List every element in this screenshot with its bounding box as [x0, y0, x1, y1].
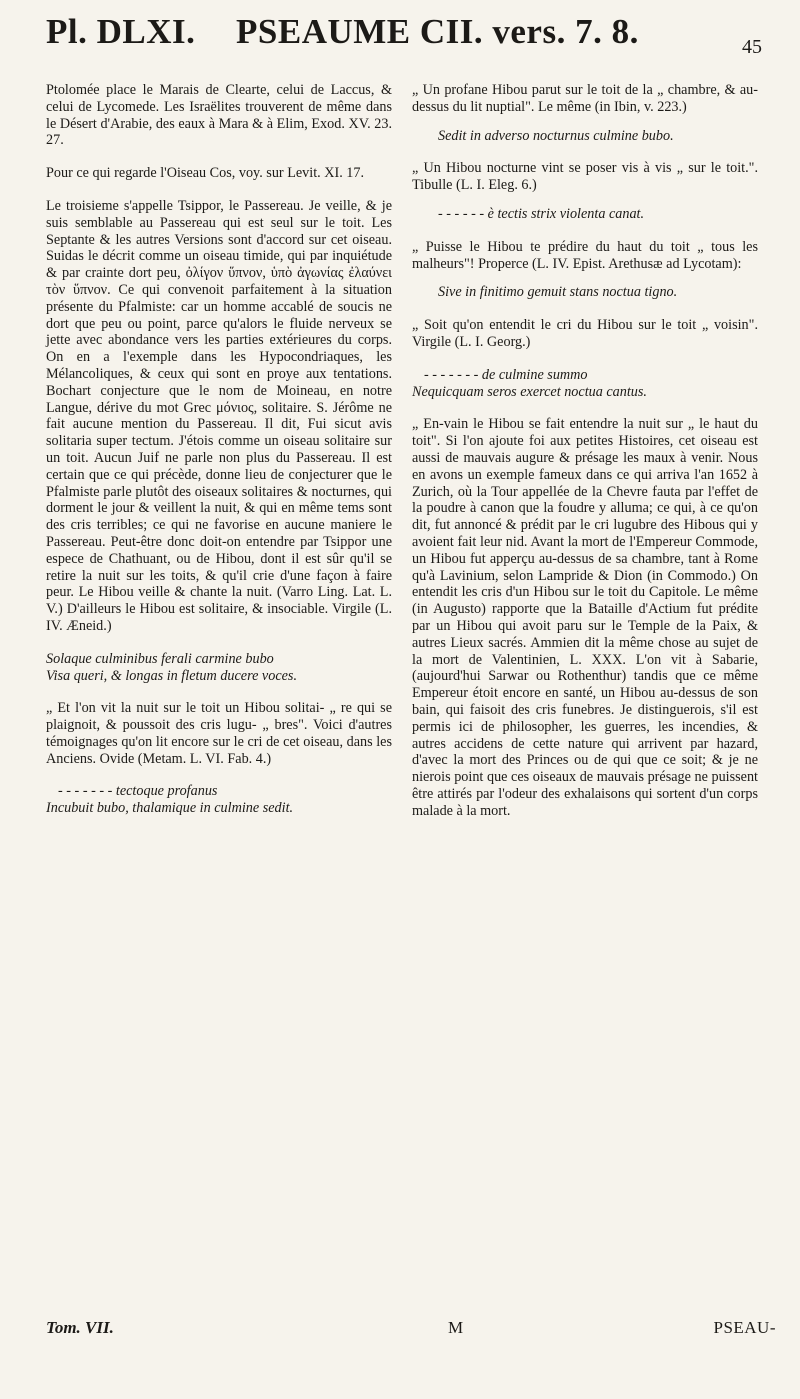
page-footer	[46, 1318, 776, 1348]
running-title: PSEAUME CII. vers. 7. 8.	[236, 12, 639, 51]
catchword: PSEAU-	[713, 1318, 776, 1337]
paragraph: „ En-vain le Hibou se fait entendre la nuit sur „ le haut du toit". Si l'on ajoute foi aux petites Histoires, cet oiseau est aussi de mauvais augure & présage les maux à venir. Nous en avons un exemple fameux dans ce qui arriva l'an 1652 à Zurich, où la Tour appellée de la Chevre fauta par l'effet de la poudre à canon que la foudre y alluma; ce qui, à ce qu'on dit, fut annoncé & prédit par le cri lugubre des Hibous qui y avoient fait leur nid. Avant la mort de l'Empereur Commode, un Hibou fut apperçu au-dessus de sa chambre, tant à Rome qu'à Lavinium, selon Lampride & Dion (in Commodo.) On entendit les cris d'un Hibou sur le toit du Capitole. Le même (in Augusto) rapporte que la Bataille d'Actium fut prédite par un Hibou qui avoit paru sur le Temple de la Paix, & autres Lieux sacrés. Ammien dit la même chose au sujet de la mort de Valentinien, L. XXX. L'on vit à Sabarie, (aujourd'hui Sarwar ou Rothenthur) tandis que ce même Empereur étoit encore en santé, un Hibou au-dessus de son bain, qui faisoit des cris funebres. Je distinguerois, s'il est permis ici de philosopher, les guerres, les incendies, & autres accidens de cette nature qui arrivent par hazard, d'avec la mort des Princes ou de qui que ce soit; & je ne nierois point que ces oiseaux de mauvais présage ne puissent être attirés par l'odeur des exhalaisons qui sortent d'un corps malade à la mort.	[412, 416, 758, 819]
page-number: 45	[742, 36, 762, 58]
right-column	[412, 82, 758, 819]
latin-verse: Nequicquam seros exercet noctua cantus.	[412, 383, 647, 400]
left-column	[46, 82, 392, 817]
page-header	[46, 6, 766, 66]
translation-paragraph: „ Un Hibou nocturne vint se poser vis à vis „ sur le toit.". Tibulle (L. I. Eleg. 6.)	[412, 160, 758, 194]
translation-paragraph: „ Et l'on vit la nuit sur le toit un Hibou solitai- „ re qui se plaignoit, & poussoit des cris lugu- „ bres". Voici d'autres témoignages qu'on lit encore sur le cri de cet oiseau, dans les Anciens. Ovide (Metam. L. VI. Fab. 4.)	[46, 700, 392, 767]
latin-verse: Visa queri, & longas in fletum ducere voces.	[46, 667, 297, 684]
latin-verse: Sedit in adverso nocturnus culmine bubo.	[438, 127, 674, 144]
latin-verse: Sive in finitimo gemuit stans noctua tigno.	[438, 284, 678, 301]
translation-paragraph: „ Puisse le Hibou te prédire du haut du toit „ tous les malheurs"! Properce (L. IV. Epist. Arethusæ ad Lycotam):	[412, 238, 758, 272]
paragraph: Ptolomée place le Marais de Clearte, celui de Laccus, & celui de Lycomede. Les Israëlites trouverent de même dans le Désert d'Arabie, des eaux à Mara & à Elim, Exod. XV. 23. 27.	[46, 82, 392, 149]
latin-verse: - - - - - - - de culmine summo	[424, 366, 588, 383]
latin-verse: - - - - - - - tectoque profanus	[58, 783, 218, 800]
volume-label: Tom. VII.	[46, 1318, 114, 1337]
paragraph: Pour ce qui regarde l'Oiseau Cos, voy. sur Levit. XI. 17.	[46, 165, 365, 182]
latin-verse: Incubuit bubo, thalamique in culmine sedit.	[46, 800, 294, 817]
latin-verse: - - - - - - è tectis strix violenta canat.	[438, 205, 645, 222]
latin-verse: Solaque culminibus ferali carmine bubo	[46, 650, 274, 667]
translation-paragraph: „ Soit qu'on entendit le cri du Hibou sur le toit „ voisin". Virgile (L. I. Georg.)	[412, 317, 758, 350]
plate-number: Pl. DLXI.	[46, 12, 196, 51]
paragraph: Le troisieme s'appelle Tsippor, le Passereau. Je veille, & je suis semblable au Passereau qui est seul sur le toit. Les Septante & les autres Versions sont d'accord sur cet oiseau. Suidas le décrit comme un oiseau timide, qui par inquiétude & par crainte dort peu, ὀλίγον ὕπνον, ὑπὸ ἀγωνίας ἐλαύνει τὸν ὕπνον. Ce qui convenoit parfaitement à la situation présente du Pfalmiste: car un homme accablé de soucis ne dort que peu ou point, parce qu'alors le fluide nerveux se jette avec abondance vers les parties extérieures du corps. On en a l'exemple dans les Hypocondriaques, les Mélancoliques, & ceux qui sont en proye aux tentations. Bochart conjecture que le nom de Moineau, en notre Langue, dérive du mot Grec μόνιος, solitaire. S. Jérôme ne fait aucune mention du Passereau. Il dit, Fui sicut avis solitaria super tectum. J'étois comme un oiseau solitaire sur un toit. Aucun Juif ne parle non plus du Passereau. Il est certain que ce qui précède, donne lieu de conjecturer que le Pfalmiste parle plutôt des oiseaux solitaires & nocturnes, qui dorment le jour & veillent la nuit, & qui en même tems sont des cris terribles; ce qui ne favorise en aucune maniere le Passereau. Peut-être donc doit-on entendre par Tsippor une espece de Chathuant, ou de Hibou, dont il est sûr qu'il se retire la nuit sur les toits, & qu'il crie d'une façon à faire peur. Le Hibou veille & chante la nuit. (Varro Ling. Lat. L. V.) D'ailleurs le Hibou est solitaire, & insociable. Virgile (L. IV. Æneid.)	[46, 197, 392, 634]
signature-mark: M	[448, 1318, 464, 1337]
translation-paragraph: „ Un profane Hibou parut sur le toit de la „ chambre, & au-dessus du lit nuptial". Le même (in Ibin, v. 223.)	[412, 82, 758, 115]
